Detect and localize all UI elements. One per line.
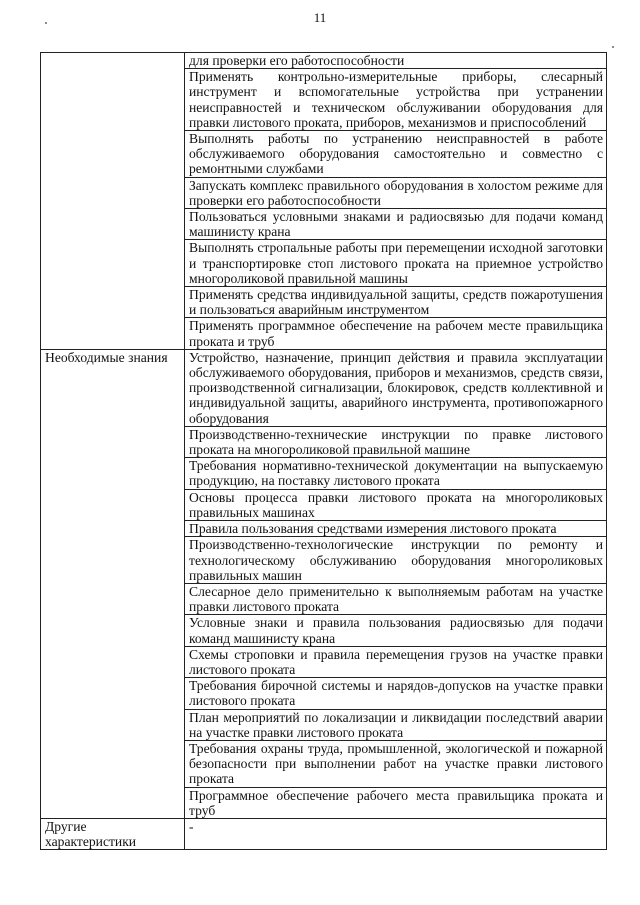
table-row	[41, 349, 607, 426]
requirement-cell: Требования бирочной системы и нарядов-допусков на участке правки листового проката	[185, 678, 607, 709]
requirement-cell: для проверки его работоспособности	[185, 53, 607, 69]
requirement-cell: Требования охраны труда, промышленной, экологической и пожарной безопасности при выполнении работ на участке правки листового проката	[185, 740, 607, 787]
requirement-cell: Устройство, назначение, принцип действия и правила эксплуатации обслуживаемого оборудования, приборов и механизмов, средств связи, производственной сигнализации, блокировок, средств коллективной и индивидуальной защиты, аварийного инструмента, противопожарного оборудования	[185, 349, 607, 426]
requirement-cell: Производственно-технологические инструкции по ремонту и технологическому обслуживанию оборудования многороликовых правильных машин	[185, 537, 607, 584]
requirement-cell: Производственно-технические инструкции по правке листового проката на многороликовой правильной машине	[185, 426, 607, 457]
requirement-cell: План мероприятий по локализации и ликвидации последствий аварии на участке правки листового проката	[185, 709, 607, 740]
section-label	[41, 53, 185, 350]
requirement-cell: Основы процесса правки листового проката на многороликовых правильных машинах	[185, 489, 607, 520]
requirement-cell: Применять контрольно-измерительные приборы, слесарный инструмент и вспомогательные устройства при устранении неисправностей и техническом обслуживании оборудования для правки листового проката, приборов, механизмов и приспособлений	[185, 69, 607, 131]
requirement-cell: Пользоваться условными знаками и радиосвязью для подачи команд машинисту крана	[185, 209, 607, 240]
requirement-cell: Выполнять стропальные работы при перемещении исходной заготовки и транспортировке стоп листового проката на приемное устройство многороликовой правильной машины	[185, 240, 607, 287]
table-row	[41, 818, 607, 849]
requirement-cell: Применять средства индивидуальной защиты, средств пожаротушения и пользоваться аварийным инструментом	[185, 287, 607, 318]
requirement-cell: -	[185, 818, 607, 849]
section-label: Другие характеристики	[41, 818, 185, 849]
requirement-cell: Условные знаки и правила пользования радиосвязью для подачи команд машинисту крана	[185, 615, 607, 646]
requirement-cell: Слесарное дело применительно к выполняемым работам на участке правки листового проката	[185, 583, 607, 614]
scan-speck	[612, 46, 614, 48]
page-number: 11	[313, 10, 327, 25]
requirement-cell: Схемы строповки и правила перемещения грузов на участке правки листового проката	[185, 646, 607, 677]
requirement-cell: Применять программное обеспечение на рабочем месте правильщика проката и труб	[185, 318, 607, 349]
scan-speck	[45, 22, 47, 24]
requirement-cell: Требования нормативно-технической документации на выпускаемую продукцию, на поставку листового проката	[185, 458, 607, 489]
requirements-table-body	[41, 53, 607, 850]
requirement-cell: Правила пользования средствами измерения листового проката	[185, 521, 607, 537]
requirements-table	[40, 52, 607, 850]
requirement-cell: Выполнять работы по устранению неисправностей в работе обслуживаемого оборудования самостоятельно и совместно с ремонтными службами	[185, 131, 607, 178]
section-label: Необходимые знания	[41, 349, 185, 818]
requirement-cell: Запускать комплекс правильного оборудования в холостом режиме для проверки его работоспособности	[185, 177, 607, 208]
table-row	[41, 53, 607, 69]
requirement-cell: Программное обеспечение рабочего места правильщика проката и труб	[185, 787, 607, 818]
